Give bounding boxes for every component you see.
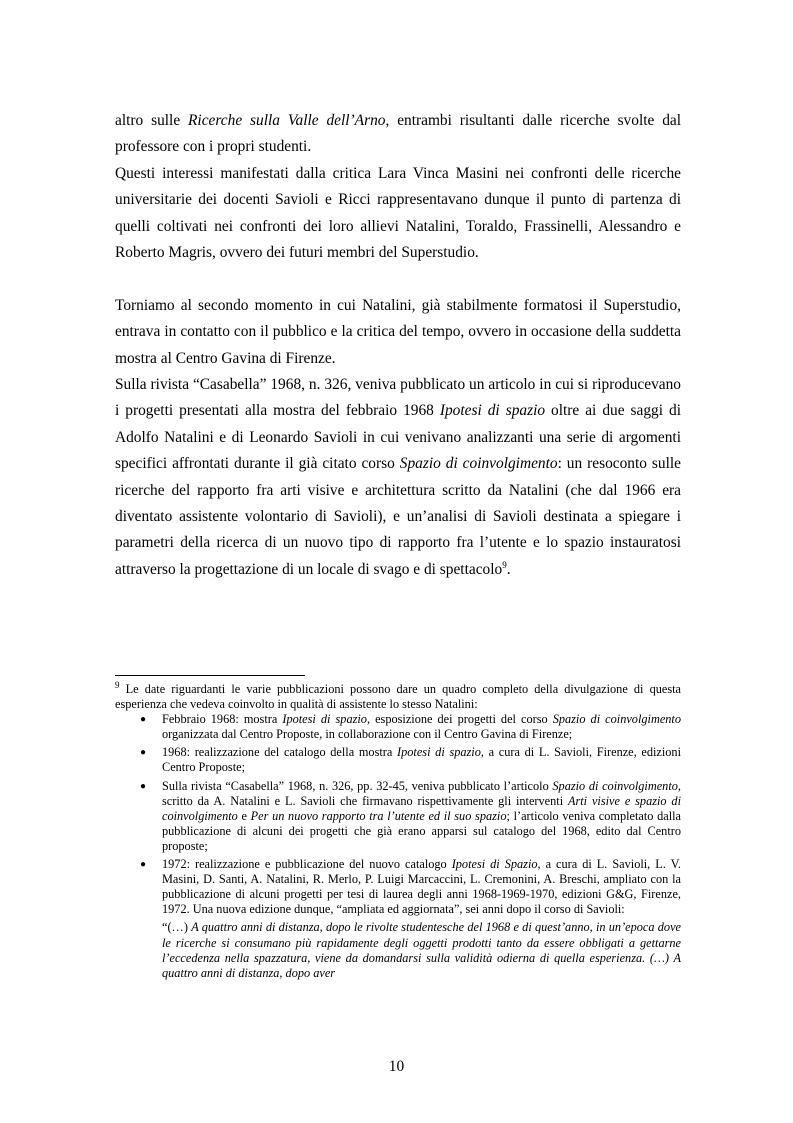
footnote-number: 9 bbox=[115, 679, 120, 690]
list-item-title: Ipotesi di Spazio bbox=[451, 857, 538, 872]
list-item-title: Ipotesi di spazio bbox=[397, 745, 481, 760]
paragraph-3: Torniamo al secondo momento in cui Natalini, già stabilmente formatosi il Superstudio, entrava in contatto con il pubblico e la critica del tempo, ovvero in occasione della suddetta mostra al Centro Gavina di Firenze. bbox=[115, 296, 681, 367]
list-item bbox=[140, 778, 682, 854]
list-item bbox=[140, 857, 681, 917]
list-item-text: , a cura di L. Savioli, L. V. Masini, D. Santi, A. Natalini, R. Merlo, P. Luigi Marcaccini, L. Cremonini, A. Breschi, ampliato con la pubblicazione di alcuni progetti per tesi di laurea degli anni 1968-1969-1970, edizioni G&G, Firenze, 1972. Una nuova edizione dunque, “ampliata ed aggiornata”, sei anni dopo il corso di Savioli: bbox=[162, 857, 681, 917]
list-item bbox=[140, 745, 681, 775]
list-item bbox=[140, 712, 681, 742]
footnote-9 bbox=[115, 679, 682, 981]
list-item-text: , esposizione dei progetti del corso bbox=[366, 712, 553, 727]
footnote-intro-text: Le date riguardanti le varie pubblicazioni possono dare un quadro completo della divulgazione di questa esperienza che vedeva coinvolto in qualità di assistente lo stesso Natalini: bbox=[115, 682, 681, 712]
list-item-text: organizzata dal Centro Proposte, in collaborazione con il Centro Gavina di Firenze; bbox=[162, 727, 573, 742]
list-item-title: Per un nuovo rapporto tra l’utente ed il suo spazio bbox=[250, 808, 507, 823]
paragraph-4-title-ipotesi: Ipotesi di spazio bbox=[439, 402, 546, 420]
list-item-text: Sulla rivista “Casabella” 1968, n. 326, pp. 32-45, veniva pubblicato l’articolo bbox=[162, 778, 553, 793]
bullet-icon: ● bbox=[140, 747, 147, 759]
list-item-text: 1968: realizzazione del catalogo della mostra bbox=[162, 745, 398, 760]
paragraph-4-title-spazio: Spazio di coinvolgimento bbox=[399, 455, 558, 473]
list-item-text: ; l’articolo veniva completato dalla pubblicazione di alcuni dei progetti che già erano apparsi sul catalogo del 1968, edito dal Centro proposte; bbox=[162, 808, 682, 853]
list-item-title: Spazio di coinvolgimento bbox=[552, 712, 681, 727]
footnote-quote bbox=[115, 920, 681, 980]
paragraph-4-text-c: : un resoconto sulle ricerche del rapporto fra arti visive e architettura scritto da Natalini (che dal 1966 era diventato assistente volontario di Savioli), e un’analisi di Savioli destinata a spiegare i parametri della ricerca di un nuovo tipo di rapporto fra l’utente e lo spazio instauratosi attraverso la progettazione di un locale di svago e di spettacolo bbox=[115, 455, 681, 578]
bullet-icon: ● bbox=[140, 859, 147, 871]
footnote-intro bbox=[115, 679, 681, 712]
paragraph-spacer bbox=[115, 266, 681, 292]
paragraph-1-text-b: , entrambi risultanti dalle ricerche svolte dal professore con i propri studenti. bbox=[115, 112, 682, 156]
list-item-title: Arti visive e spazio di coinvolgimento bbox=[162, 793, 681, 823]
page-number: 10 bbox=[388, 1058, 405, 1075]
list-item-title: Ipotesi di spazio bbox=[282, 712, 367, 727]
paragraph-2: Questi interessi manifestati dalla critica Lara Vinca Masini nei confronti delle ricerche universitarie dei docenti Savioli e Ricci rappresentavano dunque il punto di partenza di quelli coltivati nei confronti dei loro allievi Natalini, Toraldo, Frassinelli, Alessandro e Roberto Magris, ovvero dei futuri membri del Superstudio. bbox=[115, 164, 681, 262]
paragraph-4 bbox=[115, 372, 681, 583]
list-item-text: Febbraio 1968: mostra bbox=[162, 712, 283, 727]
list-item-text: , a cura di L. Savioli, Firenze, edizioni Centro Proposte; bbox=[162, 745, 681, 775]
main-text bbox=[115, 108, 681, 583]
footnote-list bbox=[115, 712, 681, 917]
bullet-icon: ● bbox=[140, 780, 147, 792]
list-item-text: , scritto da A. Natalini e L. Savioli che firmavano rispettivamente gli interventi bbox=[162, 778, 681, 808]
paragraph-1-text-a: altro sulle bbox=[115, 112, 189, 129]
paragraph-4-text-d: . bbox=[506, 560, 511, 578]
bullet-icon: ● bbox=[140, 714, 147, 726]
paragraph-1-title-ricerche: Ricerche sulla Valle dell’Arno bbox=[188, 112, 386, 129]
list-item-text: e bbox=[237, 808, 251, 823]
quote-lead: “(…) bbox=[162, 920, 192, 935]
quote-text: A quattro anni di distanza, dopo le rivolte studentesche del 1968 e di quest’anno, in un’epoca dove le ricerche si consumano più rapidamente degli oggetti prodotti tanto da essere obbligati a gettarne l’eccedenza nella spazzatura, viene da domandarsi sulla validità odierna di quella esperienza. (…) A quattro anni di distanza, dopo aver bbox=[162, 920, 681, 980]
footnote-reference[interactable]: 9 bbox=[502, 559, 507, 570]
list-item-text: 1972: realizzazione e pubblicazione del nuovo catalogo bbox=[162, 857, 452, 872]
paragraph-1 bbox=[115, 108, 681, 161]
paragraph-4-text-b: oltre ai due saggi di Adolfo Natalini e di Leonardo Savioli in cui venivano analizzanti una serie di argomenti specifici affrontati durante il già citato corso bbox=[115, 402, 681, 473]
footnote-separator bbox=[115, 675, 305, 676]
paragraph-4-text-a: Sulla rivista “Casabella” 1968, n. 326, veniva pubblicato un articolo in cui si riproducevano i progetti presentati alla mostra del febbraio 1968 bbox=[115, 376, 681, 420]
list-item-title: Spazio di coinvolgimento bbox=[552, 778, 678, 793]
